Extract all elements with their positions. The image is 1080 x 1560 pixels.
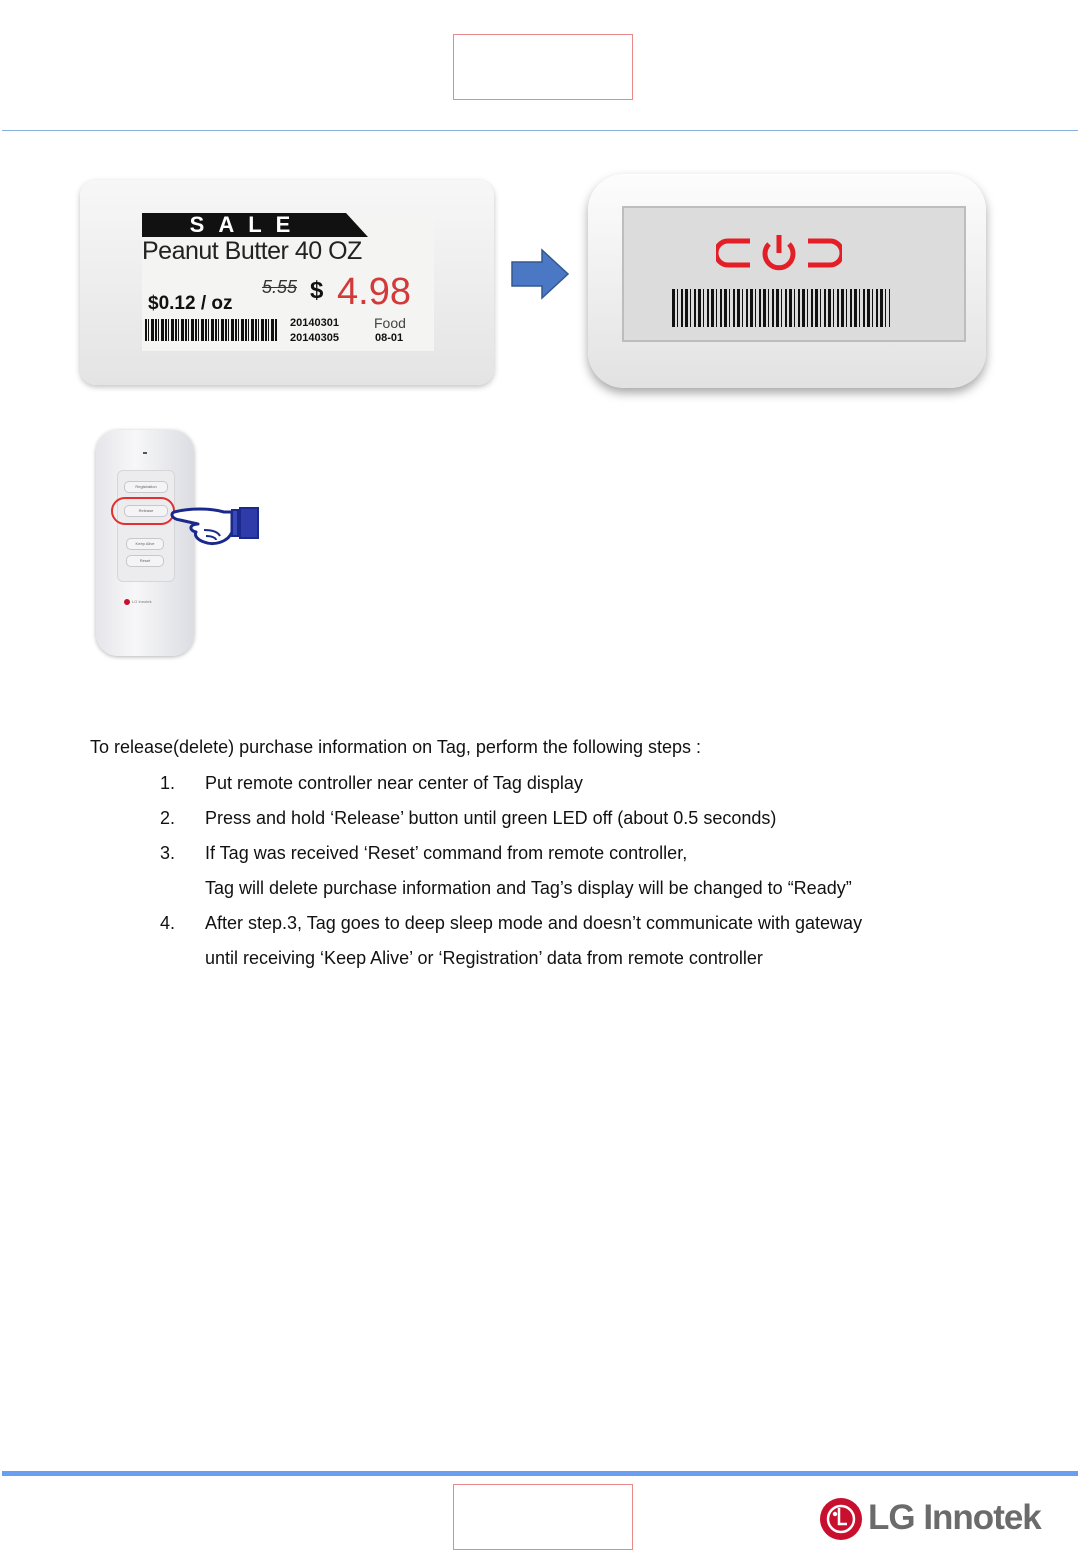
date-end: 20140305 xyxy=(290,332,339,344)
release-button-highlight xyxy=(111,497,175,525)
esl-tag-display xyxy=(142,213,434,351)
step-text: If Tag was received ‘Reset’ command from remote controller, xyxy=(205,843,688,863)
right-arrow-icon xyxy=(510,248,570,300)
footer-divider xyxy=(2,1471,1078,1476)
step-text-continued: until receiving ‘Keep Alive’ or ‘Registration’ data from remote controller xyxy=(205,948,763,968)
category-code: 08-01 xyxy=(375,332,404,344)
pointing-hand-icon xyxy=(170,502,262,548)
keep-alive-button[interactable]: Keep Alive xyxy=(126,538,164,550)
step-number: 3. xyxy=(160,843,176,863)
step-text: Put remote controller near center of Tag display xyxy=(205,773,583,793)
step-number: 4. xyxy=(160,913,176,933)
release-button[interactable]: Release xyxy=(124,505,168,517)
lg-logo-icon xyxy=(820,1498,862,1540)
barcode xyxy=(672,289,890,327)
remote-brand: LG Innotek xyxy=(132,599,152,604)
step-number: 2. xyxy=(160,808,176,828)
category-label: Food xyxy=(374,315,406,331)
led-indicator xyxy=(143,452,147,454)
barcode xyxy=(145,319,277,341)
date-start: 20140301 xyxy=(290,317,339,329)
step-text: After step.3, Tag goes to deep sleep mode and doesn’t communicate with gateway xyxy=(205,913,863,933)
step-text-continued: Tag will delete purchase information and Tag’s display will be changed to “Ready” xyxy=(205,878,852,898)
old-price: 5.55 xyxy=(262,277,298,297)
registration-button[interactable]: Registration xyxy=(124,481,168,493)
company-logo-text: LG Innotek xyxy=(868,1498,1041,1537)
reset-button[interactable]: Reset xyxy=(126,555,164,567)
sale-banner-text: SALE xyxy=(189,213,305,237)
unit-price: $0.12 / oz xyxy=(148,293,233,314)
lg-logo-icon xyxy=(124,599,130,605)
step-number: 1. xyxy=(160,773,176,793)
sale-price: 4.98 xyxy=(337,271,411,313)
footer-placeholder-box xyxy=(453,1484,633,1550)
header-placeholder-box xyxy=(453,34,633,100)
product-name: Peanut Butter 40 OZ xyxy=(142,237,362,265)
header-divider xyxy=(2,130,1078,131)
power-icon xyxy=(716,233,842,273)
intro-text: To release(delete) purchase information on Tag, perform the following steps : xyxy=(90,737,701,757)
step-text: Press and hold ‘Release’ button until green LED off (about 0.5 seconds) xyxy=(205,808,777,828)
currency-symbol: $ xyxy=(310,277,324,304)
